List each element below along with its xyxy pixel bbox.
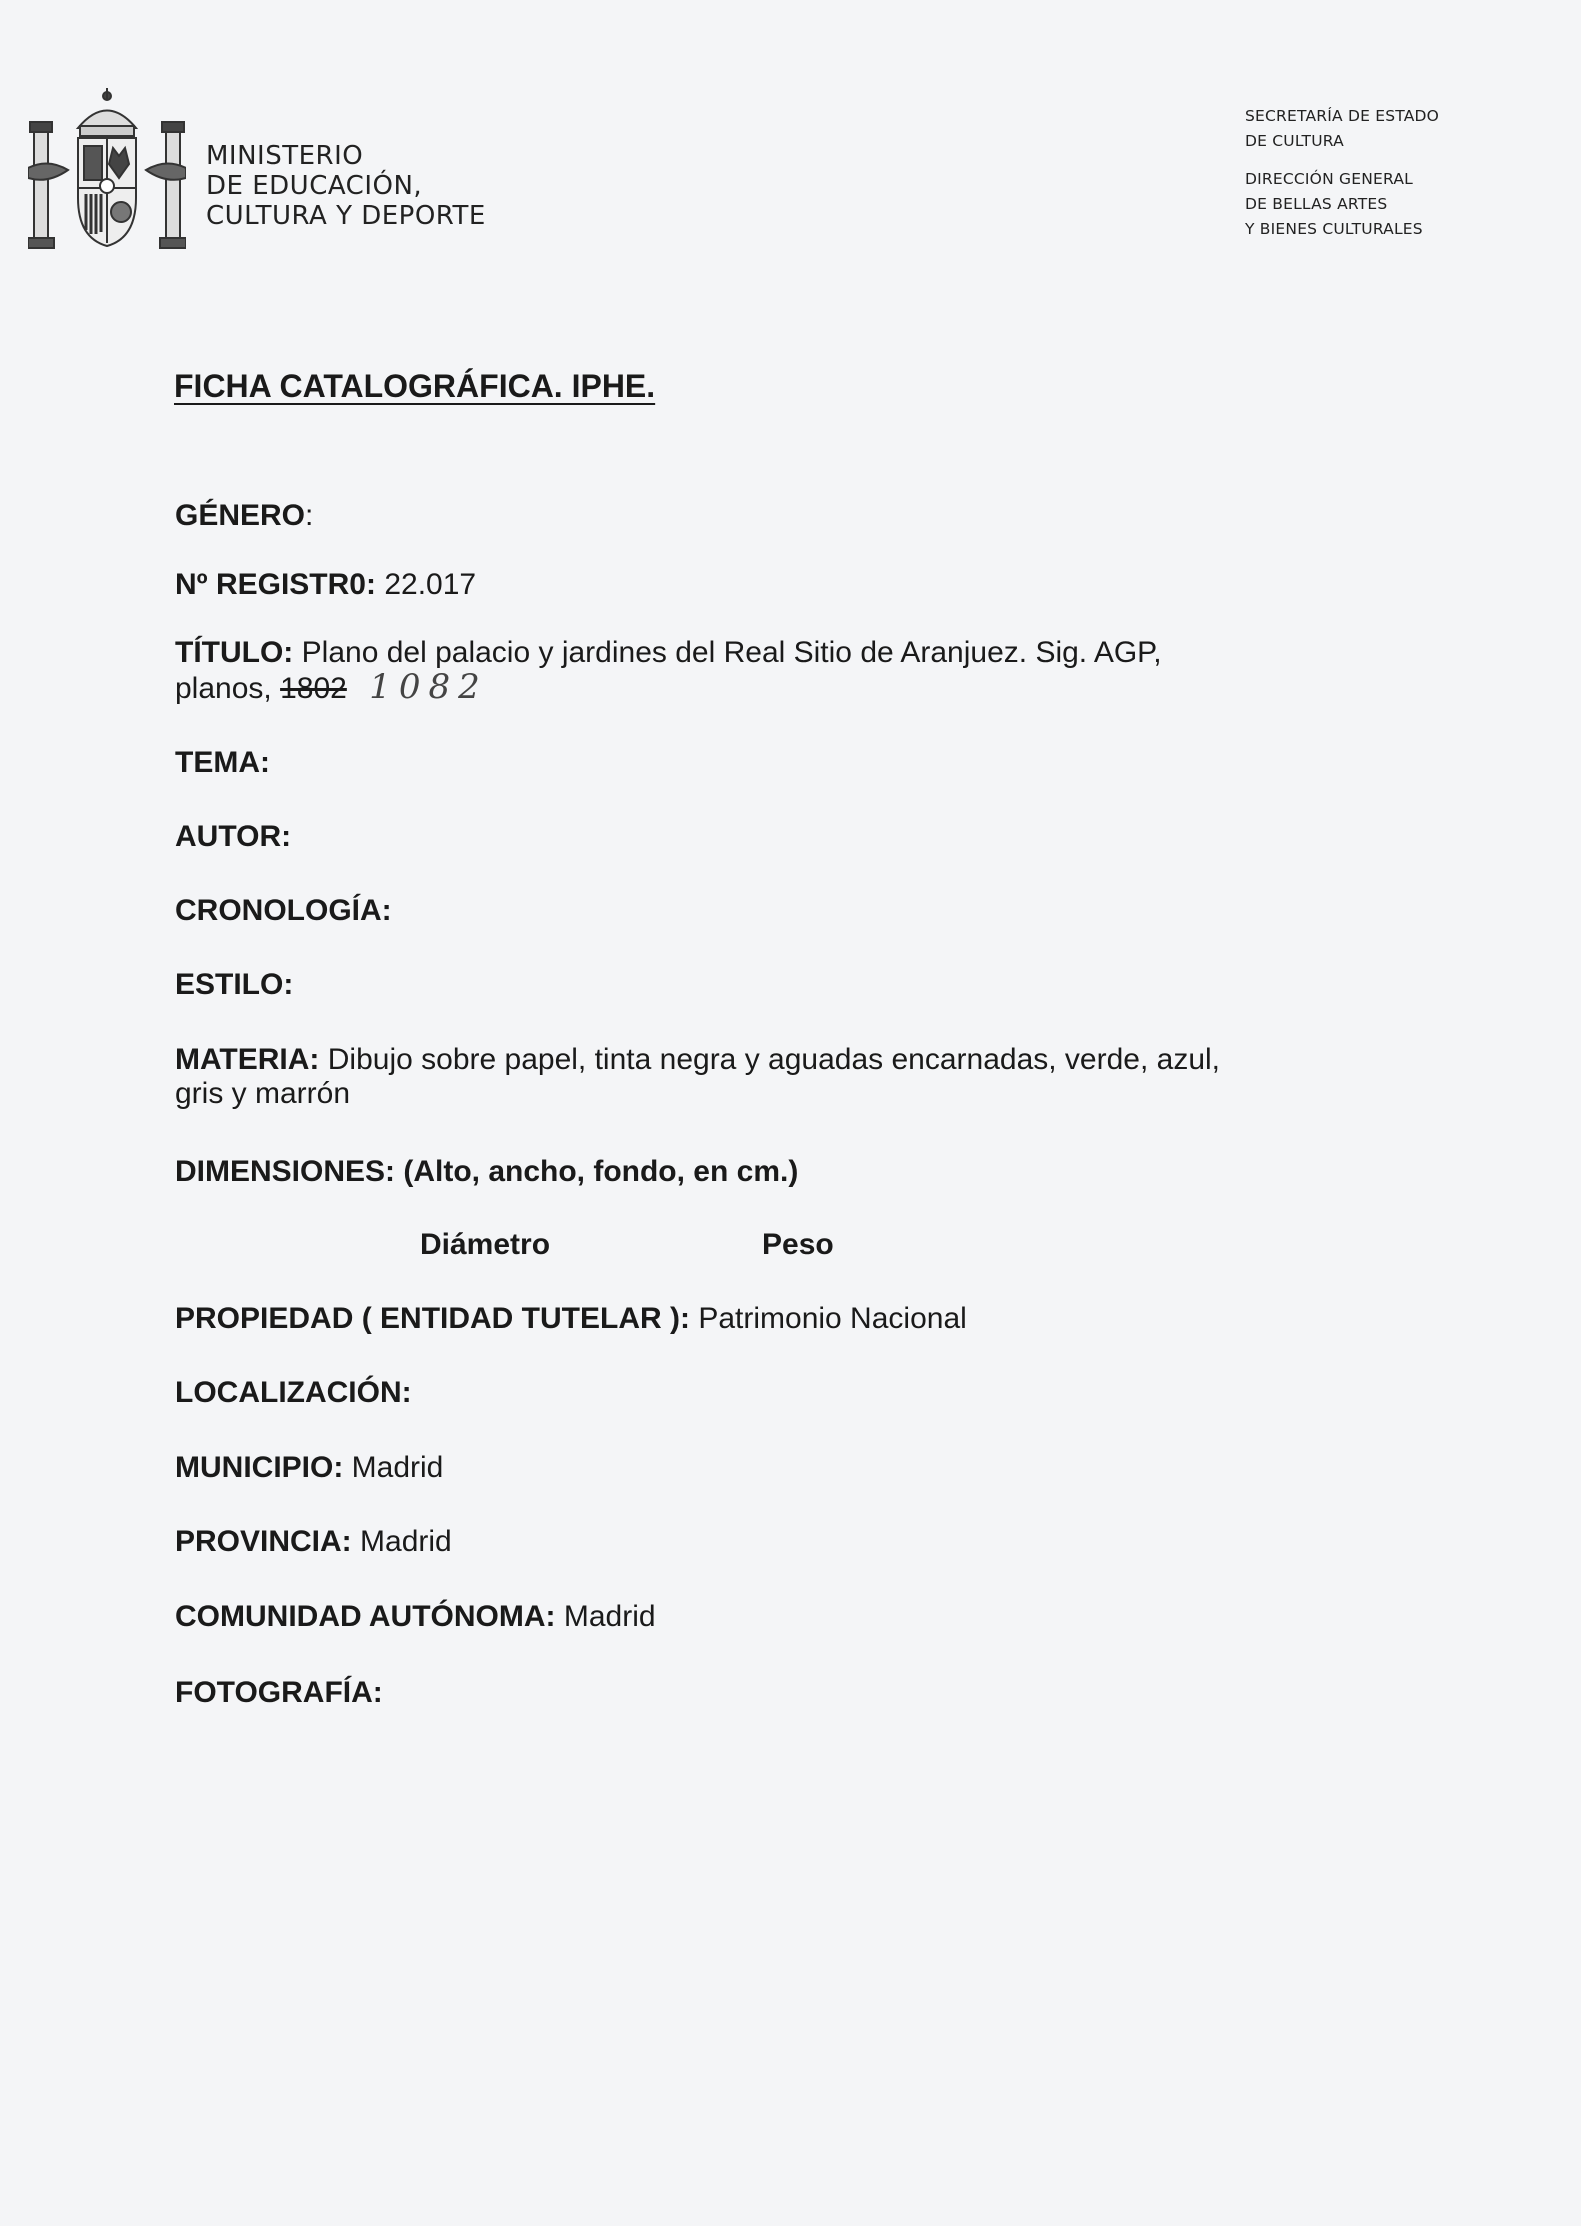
ministry-line-3: CULTURA Y DEPORTE xyxy=(206,201,486,231)
direccion-line-1: DIRECCIÓN GENERAL xyxy=(1245,170,1413,188)
localizacion-label: LOCALIZACIÓN: xyxy=(175,1376,412,1409)
fotografia-label: FOTOGRAFÍA: xyxy=(175,1676,383,1709)
field-municipio xyxy=(175,1451,1325,1485)
ministry-name xyxy=(206,141,486,231)
cronologia-label: CRONOLOGÍA: xyxy=(175,894,392,927)
field-tema xyxy=(175,746,1325,780)
comunidad-value: Madrid xyxy=(563,1600,656,1633)
autor-label: AUTOR: xyxy=(175,820,292,853)
registro-value: 22.017 xyxy=(384,568,477,601)
dimensiones-label: DIMENSIONES: (Alto, ancho, fondo, en cm.) xyxy=(175,1155,799,1188)
municipio-value: Madrid xyxy=(351,1451,444,1484)
department-block xyxy=(1245,104,1439,255)
comunidad-label: COMUNIDAD AUTÓNOMA: xyxy=(175,1600,556,1633)
tema-label: TEMA: xyxy=(175,746,270,779)
ministry-line-2: DE EDUCACIÓN, xyxy=(206,171,423,201)
direccion-line-3: Y BIENES CULTURALES xyxy=(1245,220,1423,238)
field-cronologia xyxy=(175,894,1325,928)
titulo-value-line-1: Plano del palacio y jardines del Real Sitio de Aranjuez. Sig. AGP, xyxy=(301,636,1162,669)
coat-of-arms-icon xyxy=(28,88,186,256)
provincia-value: Madrid xyxy=(360,1525,452,1558)
materia-value-line-2: gris y marrón xyxy=(175,1077,351,1110)
field-estilo xyxy=(175,968,1325,1002)
field-registro xyxy=(175,568,1325,602)
municipio-label: MUNICIPIO: xyxy=(175,1451,344,1484)
provincia-label: PROVINCIA: xyxy=(175,1525,352,1558)
diametro-label: Diámetro xyxy=(420,1228,551,1261)
materia-label: MATERIA: xyxy=(175,1043,320,1076)
field-propiedad xyxy=(175,1302,1325,1336)
field-dimensiones xyxy=(175,1155,1325,1189)
titulo-value-line-2: planos, xyxy=(175,672,272,705)
ministry-line-1: MINISTERIO xyxy=(206,141,364,171)
titulo-label: TÍTULO: xyxy=(175,636,294,669)
field-provincia xyxy=(175,1525,1325,1559)
secretaria-line-1: SECRETARÍA DE ESTADO xyxy=(1245,107,1440,125)
titulo-struck-number: 1802 xyxy=(280,672,347,705)
direccion-line-2: DE BELLAS ARTES xyxy=(1245,195,1388,213)
propiedad-value: Patrimonio Nacional xyxy=(698,1302,967,1335)
materia-value-line-1: Dibujo sobre papel, tinta negra y aguadas encarnadas, verde, azul, xyxy=(327,1043,1221,1076)
registro-label: Nº REGISTR0: xyxy=(175,568,376,601)
field-fotografia xyxy=(175,1676,1325,1710)
peso-label: Peso xyxy=(762,1228,834,1261)
document-title: FICHA CATALOGRÁFICA. IPHE. xyxy=(174,368,656,404)
field-comunidad xyxy=(175,1600,1325,1634)
field-autor xyxy=(175,820,1325,854)
genero-value: : xyxy=(305,499,314,532)
field-materia xyxy=(175,1043,1325,1111)
propiedad-label: PROPIEDAD ( ENTIDAD TUTELAR ): xyxy=(175,1302,690,1335)
estilo-label: ESTILO: xyxy=(175,968,294,1001)
genero-label: GÉNERO xyxy=(175,499,306,532)
secretaria-line-2: DE CULTURA xyxy=(1245,132,1344,150)
titulo-handwritten-number: 1082 xyxy=(369,667,488,707)
field-genero xyxy=(175,499,1325,533)
field-titulo xyxy=(175,636,1325,706)
field-localizacion xyxy=(175,1376,1325,1410)
